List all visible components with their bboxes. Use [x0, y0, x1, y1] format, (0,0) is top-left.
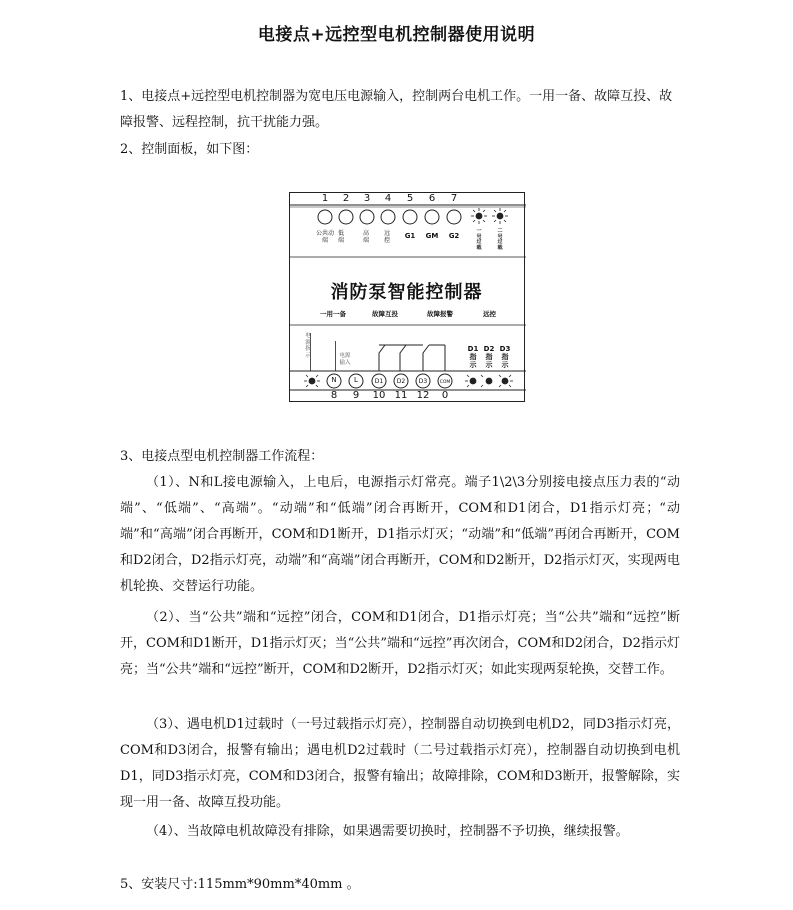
overload-led-2 [492, 208, 508, 224]
terminal-3 [360, 210, 374, 224]
top-label-6: GM [425, 232, 439, 240]
feature-1: 一用一备 [320, 310, 346, 318]
led-label-1: 一号过载 [476, 228, 482, 251]
section-3-heading: 3、电接点型电机控制器工作流程： [120, 449, 324, 464]
power-input-label: 电源输入 [339, 353, 351, 366]
relay-contacts [379, 345, 445, 371]
terminal-4 [381, 210, 395, 224]
led-label-2: 二号过载 [497, 228, 503, 251]
top-num-2: 2 [342, 193, 350, 204]
section-5-text: 5、安装尺寸:115mm*90mm*40mm 。 [120, 877, 360, 892]
section-2-text: 2、控制面板，如下图： [120, 142, 259, 157]
feature-4: 远控 [483, 310, 496, 318]
control-panel-figure [289, 192, 525, 402]
terminal-7 [447, 210, 461, 224]
top-num-6: 6 [428, 193, 436, 204]
terminal-6 [425, 210, 439, 224]
step-4-text: （4）、当故障电机故障没有排除，如果遇需要切换时，控制器不予切换，继续报警。 [146, 824, 629, 839]
terminal-5 [403, 210, 417, 224]
top-terminals [318, 210, 461, 224]
top-label-4: 远控 [383, 230, 390, 244]
bottom-num-12: 12 [416, 390, 430, 401]
d2-label: D2指示 [483, 345, 495, 369]
terminal-label-D2: D2 [396, 378, 406, 385]
document-title: 电接点+远控型电机控制器使用说明 [257, 25, 536, 45]
bottom-terminals [327, 374, 452, 388]
top-num-5: 5 [406, 193, 414, 204]
bottom-num-9: 9 [352, 390, 360, 401]
power-led [304, 375, 320, 387]
top-label-1: 公共动端 [316, 230, 335, 244]
d-indicator-leds [465, 375, 513, 387]
terminal-label-COM: COM [439, 379, 451, 385]
top-num-4: 4 [384, 193, 392, 204]
d3-label: D3指示 [499, 345, 511, 369]
terminal-2 [339, 210, 353, 224]
top-label-3: 高端 [362, 230, 369, 244]
top-num-1: 1 [321, 193, 329, 204]
top-label-5: G1 [404, 232, 416, 240]
bottom-num-0: 0 [441, 390, 449, 401]
bottom-num-11: 11 [394, 390, 408, 401]
bottom-num-8: 8 [330, 390, 338, 401]
feature-2: 故障互投 [372, 310, 398, 318]
section-1-text: 1、电接点+远控型电机控制器为宽电压电源输入，控制两台电机工作。一用一备、故障互投、故障报警、远程控制，抗干扰能力强。 [120, 89, 673, 130]
d1-label: D1指示 [467, 345, 479, 369]
top-label-7: G2 [448, 232, 460, 240]
step-3-text: （3）、遇电机D1过载时（一号过载指示灯亮），控制器自动切换到电机D2，同D3指示灯亮，COM和D3闭合，报警有输出；遇电机D2过载时（二号过载指示灯亮），控制器自动切换到电机D1，同D3指示灯亮，COM和D3闭合，报警有输出；故障排除，COM和D3断开，报警解除，实现一用一备、故障互投功能。 [120, 717, 680, 810]
step-2-text: （2）、当“公共”端和“远控”闭合，COM和D1闭合，D1指示灯亮；当“公共”端和“远控”断开，COM和D1断开，D1指示灯灭；当“公共”端和“远控”再次闭合，COM和D2闭合，D2指示灯亮；当“公共”端和“远控”断开，COM和D2断开，D2指示灯灭；如此实现两泵轮换，交替工作。 [120, 610, 680, 677]
panel-title: 消防泵智能控制器 [330, 282, 483, 303]
terminal-label-D3: D3 [418, 378, 428, 385]
top-num-7: 7 [450, 193, 458, 204]
step-1-text: （1）、N和L接电源输入，上电后，电源指示灯常亮。端子1\2\3分别接电接点压力表的“动端”、“低端”、“高端”。“动端”和“低端”闭合再断开，COM和D1闭合，D1指示灯亮；“动端”和“高端”闭合再断开，COM和D1断开，D1指示灯灭；“动端”和“低端”再闭合再断开，COM和D2闭合，D2指示灯亮，动端”和“高端”闭合再断开，COM和D2断开，D2指示灯灭，实现两电机轮换、交替运行功能。 [120, 475, 680, 594]
power-indicator-label: 电源指示 [305, 333, 311, 359]
terminal-label-D1: D1 [374, 378, 384, 385]
overload-led-1 [471, 208, 487, 224]
terminal-1 [318, 210, 332, 224]
top-num-3: 3 [363, 193, 371, 204]
terminal-label-N: N [331, 376, 337, 384]
top-label-2: 低端 [337, 230, 344, 244]
feature-3: 故障报警 [427, 310, 453, 318]
terminal-label-L: L [354, 376, 358, 384]
bottom-num-10: 10 [372, 390, 386, 401]
